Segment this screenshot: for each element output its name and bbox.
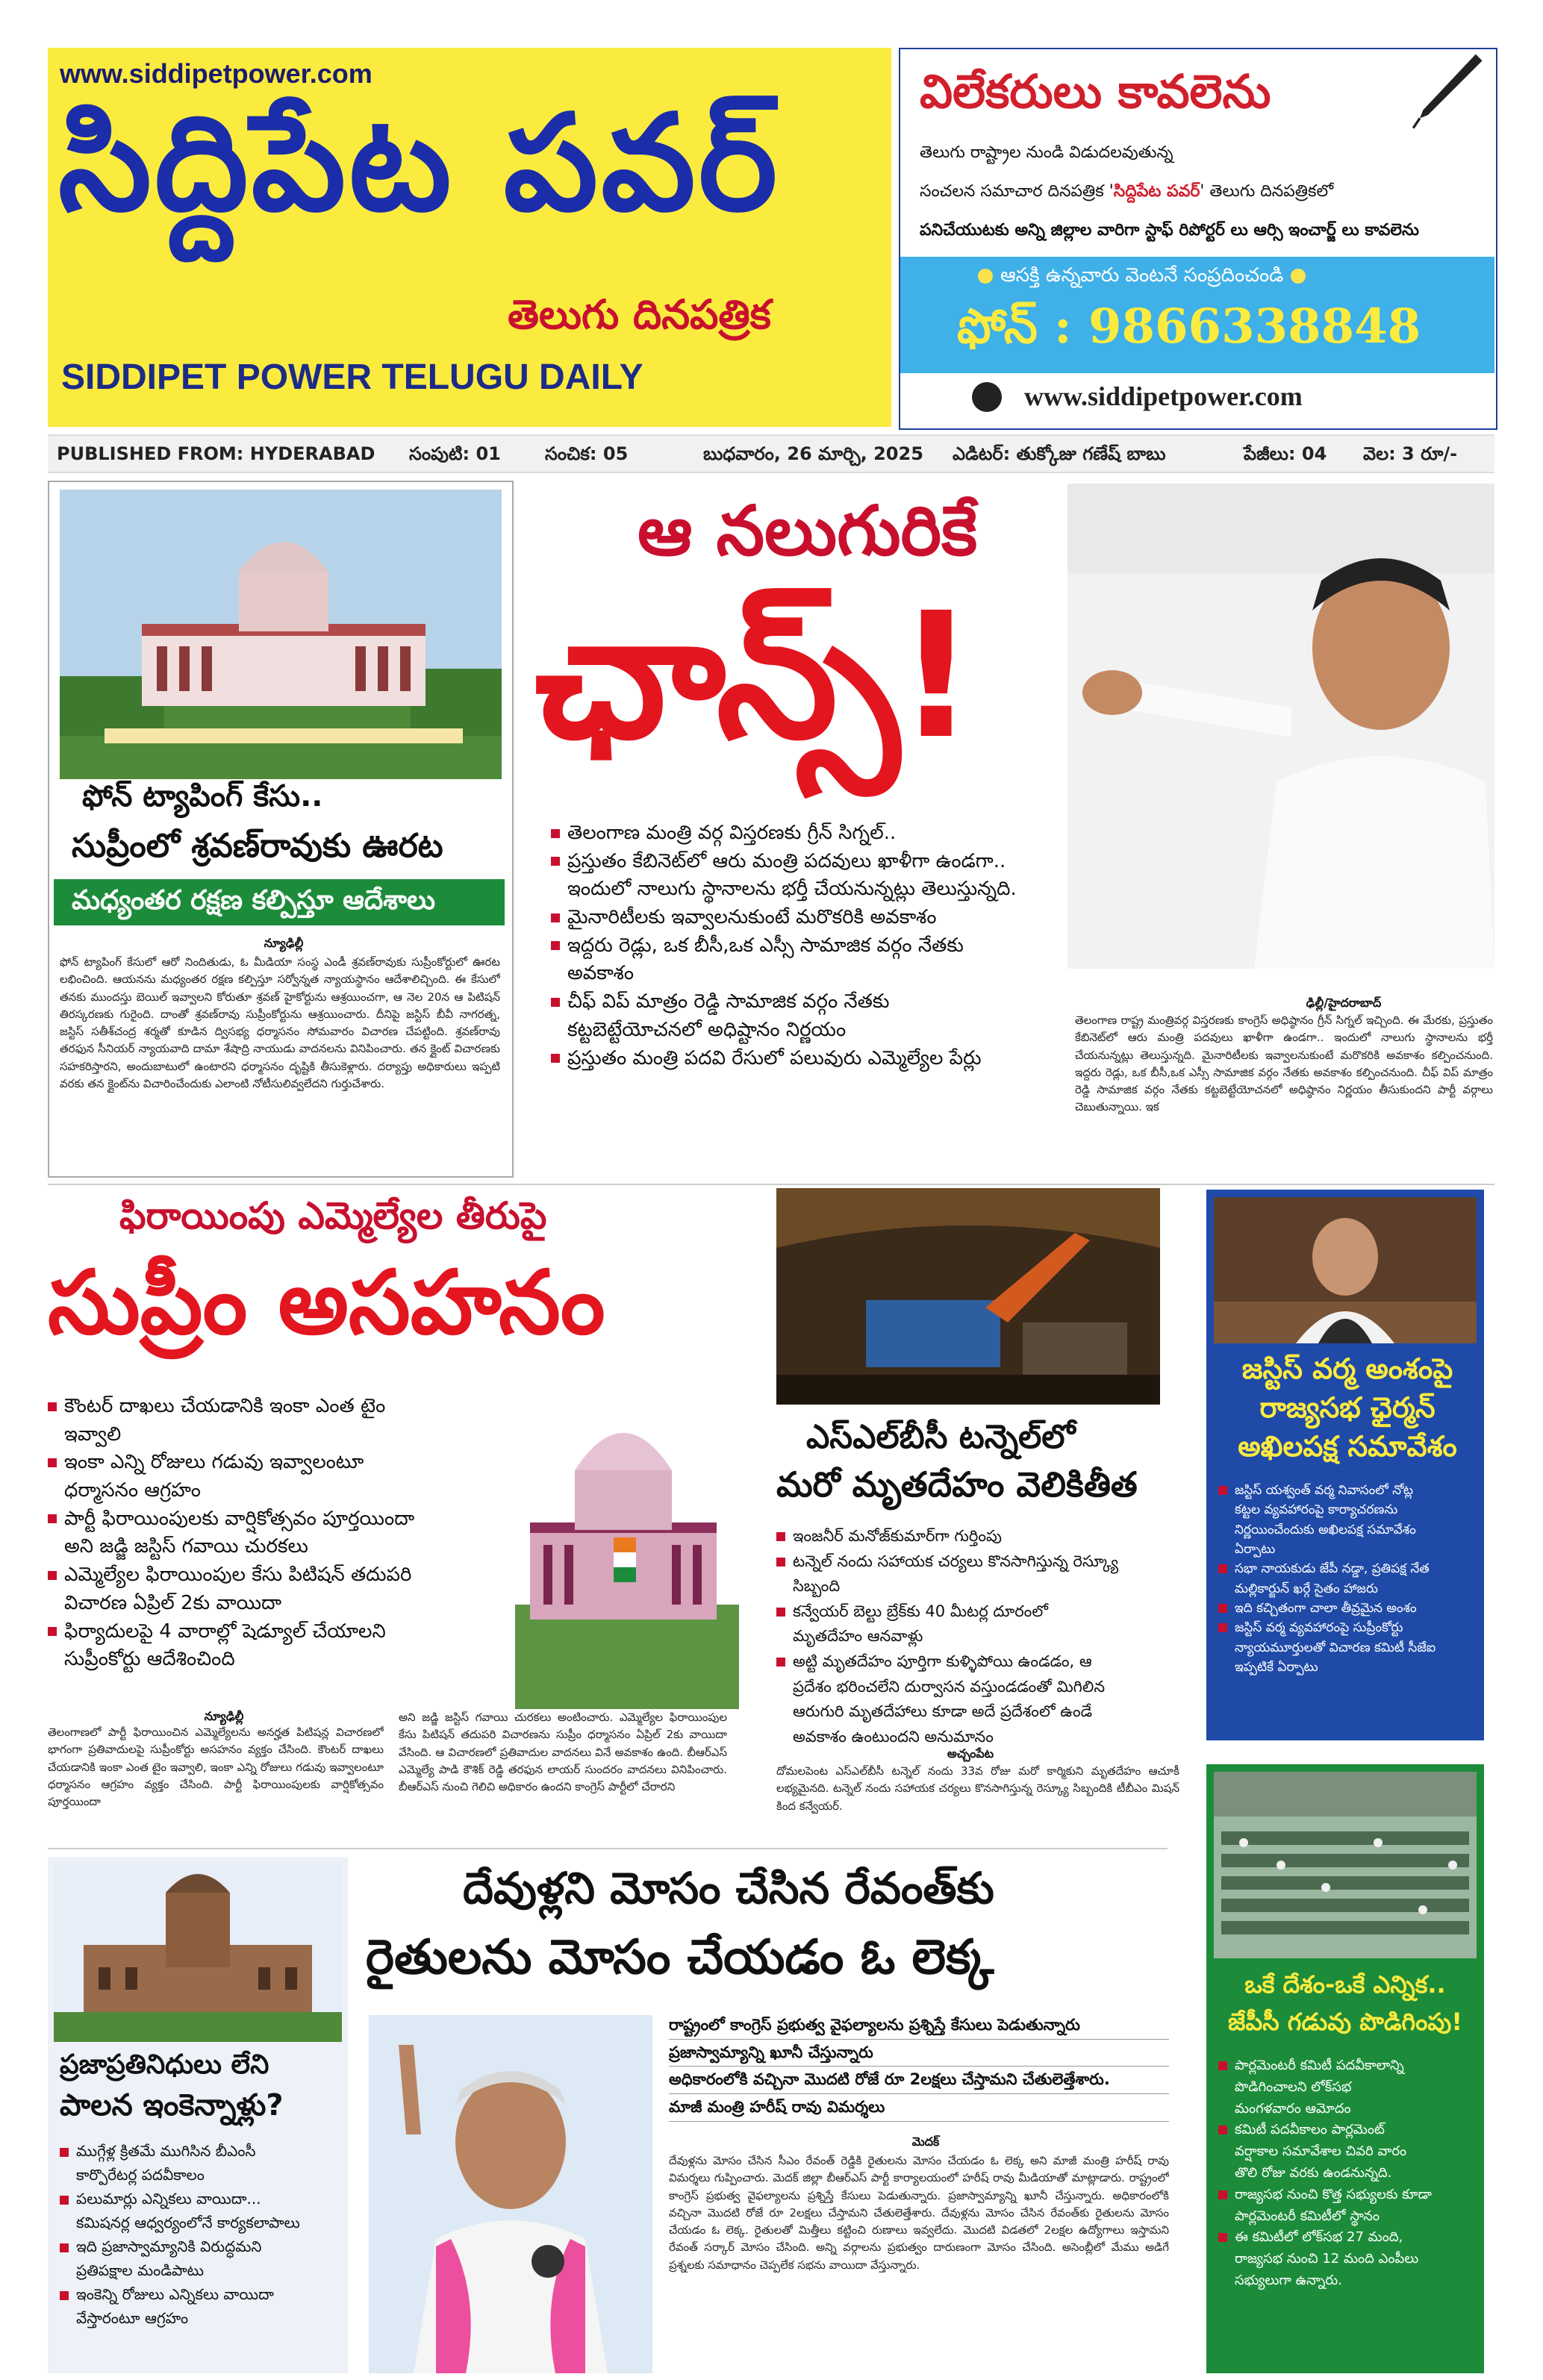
- onenation-bullet: రాజ్యసభ నుంచి 12 మంది ఎంపీలు: [1235, 2251, 1419, 2267]
- chance-headline: ఛాన్స్!: [534, 575, 973, 777]
- revanth-headline-2: రైతులను మోసం చేయడం ఓ లెక్క: [366, 1930, 994, 1985]
- onenation-headline-1: ఒకే దేశం-ఒకే ఎన్నిక..: [1244, 1970, 1446, 1999]
- chance-bullet: కట్టబెట్టేయోచనలో అధిష్టానం నిర్ణయం: [567, 1018, 847, 1041]
- corporation-building-photo: [54, 1863, 342, 2042]
- rajyasabha-bullet: జస్టిస్ వర్మ వ్యవహారంపై సుప్రీంకోర్టు: [1218, 1618, 1480, 1637]
- ghmc-bullet: ఇది ప్రజాస్వామ్యానికి విరుద్ధమని: [60, 2234, 343, 2258]
- mail-icon: [972, 382, 1002, 412]
- rajyasabha-headline-2: రాజ్యసభ ఛైర్మన్: [1259, 1391, 1436, 1424]
- phone-subhead: మధ్యంతర రక్షణ కల్పిస్తూ ఆదేశాలు: [72, 885, 436, 916]
- tunnel-bullets: [776, 1524, 1179, 1749]
- ghmc-bullet: ప్రతిపక్షాల మండిపాటు: [76, 2261, 205, 2279]
- supreme-bullet: ఎమ్మెల్యేల ఫిరాయింపుల కేసు పిటిషన్ తదుపరి: [48, 1561, 503, 1590]
- published-from: PUBLISHED FROM: HYDERABAD: [57, 443, 375, 464]
- tunnel-body: దోమలపెంట ఎస్ఎల్‌బీసీ టన్నెల్ నందు 33వ రోజు మరో కార్మికుని మృతదేహం ఆచూకీ లభ్యమైనది. టన్నెల్ నందు సహాయక చర్యలు కొనసాగిస్తున్న రెస్క్యూ సిబ్బందికి టీబీఎం మిషన్ కింద కన్వేయర్.: [776, 1764, 1179, 1813]
- parliament-photo: [1214, 1772, 1477, 1958]
- supreme-body-col2: అని జడ్జి జస్టిస్ గవాయి చురకలు అంటించారు. ఎమ్మెల్యేల ఫిరాయింపుల కేసు పిటిషన్ తదుపరి విచారణను సుప్రీం ధర్మాసనం ఏప్రిల్ 2కు వాయిదా వేసింది. ఆ విచారణలో ప్రతివాదుల వాదనలు వినే అవకాశం ఉంది. బీఆర్ఎస్ ఎమ్మెల్యే పాడి కౌశిక్ రెడ్డి తరఫున లాయర్ సుందరం వాదనలు వినిపించారు. బీఆర్ఎస్ నుంచి గెలిచి అధికారం ఉందని కాంగ్రెస్ పార్టీలో చేరారని: [399, 1711, 727, 1793]
- phone-headline-1: ఫోన్ ట్యాపింగ్ కేసు..: [82, 779, 323, 813]
- tunnel-bullet: కన్వేయర్ బెల్టు బ్రేక్‌కు 40 మీటర్ల దూరంలో: [776, 1599, 1179, 1625]
- onenation-bullet: రాజ్యసభ నుంచి కొత్త సభ్యులకు కూడా: [1218, 2184, 1480, 2206]
- chance-bullet: ఇద్దరు రెడ్లు, ఒక బీసీ,ఒక ఎస్సీ సామాజిక వర్గం నేతకు: [551, 932, 1073, 961]
- supreme-bullet: కౌంటర్ దాఖలు చేయడానికి ఇంకా ఎంత టైం: [48, 1393, 503, 1421]
- ghmc-bullet: వేస్తారంటూ ఆగ్రహం: [76, 2309, 189, 2327]
- ghmc-bullet: కార్పొరేటర్ల పదవీకాలం: [76, 2166, 205, 2184]
- chance-kicker: ఆ నలుగురికే: [638, 491, 978, 571]
- phone-body: ఫోన్ ట్యాపింగ్ కేసులో ఆరో నిందితుడు, ఓ మీడియా సంస్థ ఎండీ శ్రవణ్‌రావుకు సుప్రీంకోర్టులో ఊరట లభించింది. ఆయనను మధ్యంతర రక్షణ కల్పిస్తూ సర్వోన్నత న్యాయస్థానం ఆదేశాలిచ్చింది. ఈ కేసులో తనకు ముందస్తు బెయిల్ ఇవ్వాలని కోరుతూ శ్రవణ్ హైకోర్టును ఆశ్రయించగా, ఆ నెల 20న ఆ పిటిషన్‌ తిరస్కరణకు గురైంది. దాంతో శ్రవణ్‌రావు సుప్రీంకోర్టును ఆశ్రయించారు. దీనిపై జస్టిస్ బీవీ నాగరత్న, జస్టిస్ సతీశ్‌చంద్ర శర్మతో కూడిన ద్విసభ్య ధర్మాసనం సోమవారం విచారణ చేపట్టింది. శ్రవణ్‌రావు తరఫున సీనియర్ న్యాయవాది దామా శేషాద్రి నాయుడు వాదనలను వినిపించారు. తన క్లైంట్ విచారణకు సహకరిస్తారని, అందుబాటులో ఉంటారని ధర్మాసనం దృష్టికి తీసుకెళ్లారు. దర్యాప్తు అధికారులు ఇప్పటి వరకు తన క్లైంట్‌ను విచారించేందుకు ఎలాంటి నోటీసులివ్వలేదని గుర్తుచేశారు.: [60, 955, 500, 1090]
- onenation-bullet: మంగళవారం ఆమోదం: [1235, 2100, 1351, 2117]
- rajyasabha-bullet: సభా నాయకుడు జేపీ నడ్డా, ప్రతిపక్ష నేత: [1218, 1559, 1480, 1578]
- divider: [48, 1184, 1494, 1185]
- supreme-bullet: ఫిర్యాదులపై 4 వారాల్లో షెడ్యూల్ చేయాలని: [48, 1618, 503, 1646]
- ad-contact-line: ఆసక్తి ఉన్నవారు వెంటనే సంప్రదించండి: [970, 264, 1313, 291]
- chance-bullet: మైనారిటీలకు ఇవ్వాలనుకుంటే మరొకరికి అవకాశం: [551, 904, 1073, 932]
- issue-number: సంచిక: 05: [545, 443, 629, 464]
- rajyasabha-bullet: ఇది కచ్చితంగా చాలా తీవ్రమైన అంశం: [1218, 1599, 1480, 1618]
- tunnel-photo: [776, 1188, 1160, 1405]
- chance-bullet: చీఫ్ విప్ మాత్రం రెడ్డి సామాజిక వర్గం నేతకు: [551, 988, 1073, 1016]
- onenation-headline-2: జేపీసీ గడువు పొడిగింపు!: [1228, 2008, 1462, 2036]
- tunnel-bullet: ఆరుగురి మృతదేహాలు కూడా అదే ప్రదేశంలో ఉండే: [793, 1702, 1093, 1721]
- ghmc-bullets: [60, 2139, 343, 2330]
- rajyasabha-bullets: [1218, 1481, 1480, 1677]
- tunnel-bullet: ప్రదేశం భరించలేని దుర్వాసన వస్తుండడంతో మిగిలిన: [793, 1677, 1106, 1696]
- ad-line-2: సంచలన సమాచార దినపత్రిక 'సిద్దిపేట పవర్' తెలుగు దినపత్రికలో: [920, 182, 1334, 201]
- rajyasabha-bullet: జస్టిస్ యశ్వంత్ వర్మ నివాసంలో నోట్ల: [1218, 1481, 1480, 1500]
- supreme-bullet: అని జడ్జి జస్టిస్ గవాయి చురకలు: [64, 1535, 308, 1558]
- cm-photo: [1067, 484, 1494, 969]
- ghmc-bullet: ఇంకెన్ని రోజులు ఎన్నికలు వాయిదా: [60, 2282, 343, 2306]
- page-count: పేజీలు: 04: [1244, 443, 1327, 464]
- chance-body: తెలంగాణ రాష్ట్ర మంత్రివర్గ విస్తరణకు కాంగ్రెస్ అధిష్ఠానం గ్రీన్ సిగ్నల్ ఇచ్చింది. ఈ మేరకు, ప్రస్తుతం కేబినెట్‌లో ఆరు మంత్రి పదవులు ఖాళీగా ఉండగా.. ఇందులో నాలుగు స్థానాలను భర్తీ చేయనున్నట్లు తెలుస్తున్నది. మైనారిటీలకు ఇవ్వాలనుకుంటే మరొకరికి అవకాశం కల్పించనుంది. ఇద్దరు రెడ్లు, ఒక బీసీ,ఒక ఎస్సీ సామాజిక వర్గం నేతకు అవకాశం కల్పించనుంది. చీఫ్ విప్ మాత్రం రెడ్డి సామాజిక వర్గం నేతకు కట్టబెట్టేయోచనలో అధిష్ఠానం నిర్ణయం తీసుకుందని పార్టీ వర్గాలు చెబుతున్నాయి. ఇక: [1075, 1013, 1493, 1114]
- supreme-bullet: ఇవ్వాలి: [64, 1422, 122, 1446]
- editor-name: ఎడిటర్: తుక్కోజు గణేష్ బాబు: [953, 443, 1166, 464]
- rajyasabha-headline-3: అఖిలపక్ష సమావేశం: [1238, 1430, 1457, 1463]
- chance-bullet: ఇందులో నాలుగు స్థానాలను భర్తీ చేయనున్నట్లు తెలుస్తున్నది.: [567, 878, 1017, 901]
- supreme-bullet: ఇంకా ఎన్ని రోజులు గడువు ఇవ్వాలంటూ: [48, 1449, 503, 1477]
- supreme-court-photo: [60, 490, 502, 779]
- supreme-bullet: విచారణ ఏప్రిల్ 2కు వాయిదా: [64, 1591, 282, 1614]
- revanth-quotes: [669, 2012, 1169, 2122]
- ghmc-bullet: ముగ్గేళ్ల క్రితమే ముగిసిన బీఎంసీ: [60, 2139, 343, 2163]
- revanth-quote: అధికారంలోకి వచ్చినా మొదటి రోజే రూ 2లక్షలు చేస్తామని చేతులెత్తేశారు.: [669, 2067, 1169, 2094]
- tunnel-bullet: ఇంజనీర్ మనోజ్‌కుమార్‌గా గుర్తింపు: [776, 1524, 1179, 1549]
- onenation-bullet: సభ్యులుగా ఉన్నారు.: [1235, 2272, 1342, 2288]
- rajyasabha-bullet: ఇప్పటికే ఏర్పాటు: [1235, 1660, 1318, 1675]
- tunnel-headline-1: ఎస్ఎల్‌బీసీ టన్నెల్‌లో: [806, 1418, 1076, 1456]
- ghmc-headline-1: ప్రజాప్రతినిధులు లేని: [60, 2049, 269, 2080]
- supreme-bullet: సుప్రీంకోర్టు ఆదేశించింది: [64, 1648, 235, 1671]
- ad-line-1: తెలుగు రాష్ట్రాల నుండి విడుదలవుతున్న: [920, 143, 1173, 162]
- tunnel-headline-2: మరో మృతదేహం వెలికితీత: [776, 1464, 1138, 1505]
- supreme-court-dome-photo: [485, 1381, 761, 1709]
- tunnel-bullet: మృతదేహం ఆనవాళ్లు: [793, 1627, 923, 1646]
- rajyasabha-headline-1: జస్టిస్ వర్మ అంశంపై: [1241, 1352, 1453, 1385]
- tunnel-dateline: అచ్చంపేట: [947, 1746, 994, 1761]
- supreme-kicker: ఫిరాయింపు ఎమ్మెల్యేల తీరుపై: [119, 1194, 547, 1237]
- ghmc-bullet: పలుమార్లు ఎన్నికలు వాయిదా...: [60, 2187, 343, 2211]
- rajyasabha-chairman-photo: [1214, 1197, 1477, 1343]
- supreme-bullets: [48, 1393, 503, 1674]
- revanth-quote: మాజీ మంత్రి హరీష్ రావు విమర్శలు: [669, 2094, 1169, 2122]
- rajyasabha-bullet: న్యాయమూర్తులతో విచారణ కమిటీ సీజేఐ: [1235, 1640, 1436, 1655]
- ad-line-3: పనిచేయుటకు అన్ని జిల్లాల వారిగా స్టాఫ్ రిపోర్టర్ లు ఆర్సి ఇంచార్జ్ లు కావలెను: [920, 221, 1420, 240]
- paper-name-telugu: సిద్దిపేట పవర్: [58, 84, 781, 240]
- revanth-dateline: మెదక్: [911, 2134, 940, 2149]
- price: వెల: 3 రూ/-: [1363, 443, 1458, 464]
- ghmc-bullet: కమిషనర్ల ఆధ్వర్యంలోనే కార్యకలాపాలు: [76, 2214, 300, 2231]
- chance-bullets: [551, 819, 1073, 1072]
- onenation-bullet: పొడిగించాలని లోక్‌సభ: [1235, 2078, 1352, 2095]
- edition-info-bar: [48, 434, 1494, 473]
- supreme-headline: సుప్రీం అసహనం: [48, 1251, 605, 1354]
- volume-number: సంపుటి: 01: [409, 443, 501, 464]
- onenation-bullet: వర్షాకాల సమావేశాల చివరి వారం: [1235, 2143, 1407, 2160]
- pen-icon: [1403, 49, 1486, 131]
- chance-bullet: తెలంగాణ మంత్రి వర్గ విస్తరణకు గ్రీన్ సిగ్నల్..: [551, 819, 1073, 848]
- tunnel-bullet: సిబ్బంది: [793, 1577, 841, 1596]
- revanth-quote: ప్రజాస్వామ్యాన్ని ఖూనీ చేస్తున్నారు: [669, 2040, 1169, 2067]
- chance-bullet: ప్రస్తుతం మంత్రి పదవి రేసులో పలువురు ఎమ్మెల్యేల పేర్లు: [551, 1045, 1073, 1073]
- rajyasabha-bullet: ఏర్పాటు: [1235, 1542, 1276, 1558]
- ad-title: విలేకరులు కావలెను: [920, 64, 1271, 119]
- supreme-bullet: ధర్మాసనం ఆగ్రహం: [64, 1479, 201, 1502]
- divider: [48, 1848, 1168, 1849]
- chance-bullet: ప్రస్తుతం కేబినెట్‌లో ఆరు మంత్రి పదవులు ఖాళీగా ఉండగా..: [551, 848, 1073, 876]
- masthead-site-url[interactable]: www.siddipetpower.com: [60, 58, 372, 89]
- onenation-bullet: తొలి రోజు వరకు ఉండనున్నది.: [1235, 2164, 1392, 2181]
- revanth-headline-1: దేవుళ్లని మోసం చేసిన రేవంత్‌కు: [463, 1863, 994, 1914]
- ad-web-url[interactable]: www.siddipetpower.com: [1024, 381, 1303, 411]
- rajyasabha-bullet: మల్లికార్జున్ ఖర్గే సైతం హాజరు: [1235, 1581, 1378, 1596]
- issue-date: బుధవారం, 26 మార్చి, 2025: [703, 443, 923, 464]
- harish-rao-photo: [369, 2015, 652, 2373]
- supreme-body-col1: తెలంగాణలో పార్టీ ఫిరాయించిన ఎమ్మెల్యేలను అనర్హత పిటిషన్ల విచారణలో భాగంగా ప్రతివాదులపై సుప్రీంకోర్టు అసహనం వ్యక్తం చేసింది. కౌంటర్ దాఖలు చేయడానికి ఇంకా ఎంత టైం ఇవ్వాలి, ఇంకా ఎన్ని రోజులు గడువు ఇవ్వాలంటూ ధర్మాసనం ఆగ్రహం వ్యక్తం చేసింది. పార్టీ ఫిరాయింపులకు వార్షికోత్సవం పూర్తయిందా: [48, 1725, 384, 1808]
- onenation-bullet: పార్లమెంటరీ కమిటీ పదవీకాలాన్ని: [1218, 2055, 1480, 2077]
- chance-dateline: ఢిల్లీ/హైదరాబాద్: [1306, 996, 1382, 1010]
- onenation-bullet: పార్లమెంటరీ కమిటీలో స్థానం: [1235, 2208, 1380, 2224]
- phone-dateline: న్యూఢిల్లీ: [264, 936, 304, 950]
- revanth-body: దేవుళ్లను మోసం చేసిన సీఎం రేవంత్ రెడ్డికి రైతులను మోసం చేయడం ఓ లెక్క అని మాజీ మంత్రి హరీష్ రావు విమర్శలు గుప్పించారు. మెదక్ జిల్లా బీఆర్ఎస్ పార్టీ కార్యాలయంలో హరీష్ రావు మీడియాతో మాట్లాడారు. రాష్ట్రంలో కాంగ్రెస్ ప్రభుత్వ వైఫల్యాలను ప్రశ్నిస్తే కేసులు పెడుతున్నారు. ప్రజాస్వామ్యాన్ని ఖూనీ చేస్తున్నారు. అధికారంలోకి వచ్చినా మొదటి రోజే రూ 2లక్షలు చేస్తామని చేతులెత్తేశారు. దేవుళ్లను మోసం చేసిన రేవంత్‌కు రైతులను మోసం చేయడం ఓ లెక్క. రైతులతో మిత్తీలు కట్టించి రుణాలు ఇవ్వలేదు. మొదటి విడతలో 2లక్షల ఉద్యోగాలు ఇస్తామని రేవంత్ సర్కార్ మోసం చేసింది. అన్ని వర్గాలను ప్రభుత్వం దారుణంగా మోసం చేసింది. అసెంబ్లీలో మేము అడిగే ప్రశ్నలకు సమాధానం చెప్పలేక సభను వాయిదా వేస్తున్నారు.: [669, 2154, 1169, 2272]
- chance-bullet: అవకాశం: [567, 962, 635, 985]
- supreme-dateline: న్యూఢిల్లీ: [204, 1709, 244, 1723]
- onenation-bullet: ఈ కమిటీలో లోక్‌సభ 27 మంది,: [1218, 2227, 1480, 2249]
- revanth-quote: రాష్ట్రంలో కాంగ్రెస్ ప్రభుత్వ వైఫల్యాలను ప్రశ్నిస్తే కేసులు పెడుతున్నారు: [669, 2012, 1169, 2040]
- onenation-bullets: [1218, 2055, 1480, 2292]
- tunnel-bullet: అవకాశం ఉంటుందని అనుమానం: [793, 1727, 994, 1746]
- tunnel-bullet: అట్టి మృతదేహం పూర్తిగా కుళ్ళిపోయి ఉండడం, ఆ: [776, 1649, 1179, 1675]
- tunnel-bullet: టన్నెల్ నందు సహాయక చర్యలు కొనసాగిస్తున్న రెస్క్యూ: [776, 1549, 1179, 1575]
- ad-phone[interactable]: ఫోన్ : 9866338848: [957, 299, 1421, 354]
- phone-headline-2: సుప్రీంలో శ్రవణ్‌రావుకు ఊరట: [72, 827, 443, 865]
- supreme-bullet: పార్టీ ఫిరాయింపులకు వార్షికోత్సవం పూర్తయిందా: [48, 1505, 503, 1534]
- rajyasabha-bullet: కట్టల వ్యవహారంపై కార్యాచరణను: [1235, 1502, 1398, 1518]
- tagline-english: SIDDIPET POWER TELUGU DAILY: [61, 357, 643, 397]
- onenation-bullet: కమిటీ పదవీకాలం పార్లమెంట్: [1218, 2120, 1480, 2141]
- ghmc-headline-2: పాలన ఇంకెన్నాళ్లు?: [60, 2088, 284, 2123]
- rajyasabha-bullet: నిర్ణయించేందుకు అఖిలపక్ష సమావేశం: [1235, 1522, 1416, 1537]
- tagline-telugu: తెలుగు దినపత్రిక: [508, 291, 771, 338]
